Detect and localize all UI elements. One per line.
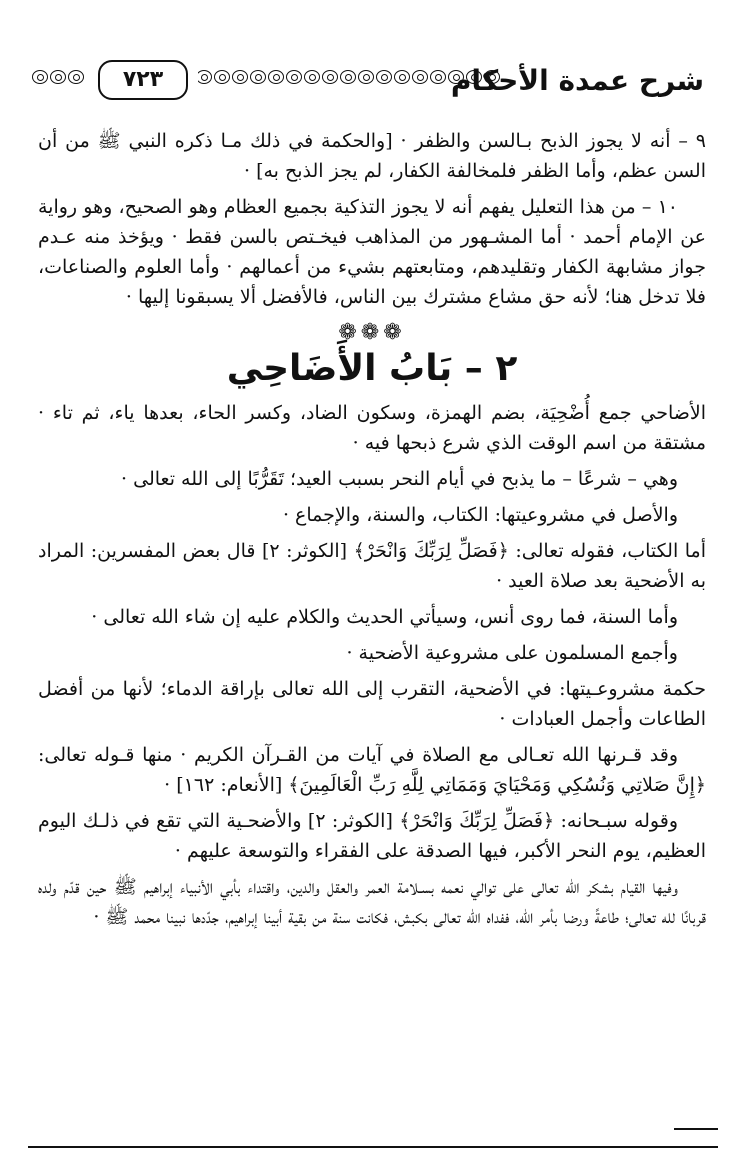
header-ornament-end xyxy=(32,70,84,86)
section-para-2: وهي – شرعًا – ما يذبح في أيام النحر بسبب العيد؛ تَقَرُّبًا إلى الله تعالى · xyxy=(121,468,678,490)
section-para-7: حكمة مشروعـيتها: في الأضحية، التقرب إلى الله تعالى بإراقة الدماء؛ لأنها من أفضل الطاعات وأجمل العبادات · xyxy=(38,678,706,730)
section-para-4: أما الكتاب، فقوله تعالى: ﴿فَصَلِّ لِرَبِّكَ وَانْحَرْ﴾ [الكوثر: ٢] قال بعض المفسرين: المراد به الأضحية بعد صلاة العيد · xyxy=(38,540,706,592)
header-ornament-strip xyxy=(198,70,500,86)
section-para-3: والأصل في مشروعيتها: الكتاب، والسنة، والإجماع · xyxy=(282,504,678,526)
separator-ornament: ❁❁❁ xyxy=(338,320,406,345)
section-para-1: الأضاحي جمع أُضْحِيَة، بضم الهمزة، وسكون الضاد، وكسر الحاء، بعدها ياء، ثم تاء · مشتقة من اسم الوقت الذي شرع ذبحها فيه · xyxy=(38,402,706,454)
book-title: شرح عمدة الأحكام xyxy=(450,64,704,97)
section-para-8: وقد قـرنها الله تعـالى مع الصلاة في آيات من القـرآن الكريم · منها قـوله تعالى: ﴿إِنَّ صَلاتِي وَنُسُكِي وَمَحْيَايَ وَمَمَاتِي لِلَّهِ رَبِّ الْعَالَمِينَ﴾ [الأنعام: ١٦٢] · xyxy=(38,744,706,796)
point-10: ١٠ – من هذا التعليل يفهم أنه لا يجوز التذكية بجميع العظام وهو الصحيح، وهو رواية عن الإمام أحمد · أما المشـهور من المذاهب فيخـتص بالسن فقط · ويؤخذ منه عـدم جواز مشابهة الكفار وتقليدهم، ومتابعتهم بشيء من أعمالهم · وأما العلوم والصناعات، فلا تدخل هنا؛ لأنه حق مشاع مشترك بين الناس، فالأفضل ألا يسبقونا إليها · xyxy=(38,196,706,308)
section-para-6: وأجمع المسلمون على مشروعية الأضحية · xyxy=(346,642,678,664)
footer-rule-short xyxy=(674,1128,718,1130)
section-para-9: وقوله سبـحانه: ﴿فَصَلِّ لِرَبِّكَ وَانْحَرْ﴾ [الكوثر: ٢] والأضحـية التي تقع في ذلـك اليوم العظيم، يوم النحر الأكبر، فيها الصدقة على الفقراء والتوسعة عليهم · xyxy=(38,810,706,862)
page-header xyxy=(32,60,704,108)
point-9: ٩ – أنه لا يجوز الذبح بـالسن والظفر · [والحكمة في ذلك مـا ذكره النبي ﷺ من أن السن عظم، وأما الظفر فلمخالفة الكفار، لم يجز الذبح به] · xyxy=(38,130,706,182)
section-para-5: وأما السنة، فما روى أنس، وسيأتي الحديث والكلام عليه إن شاء الله تعالى · xyxy=(91,606,678,628)
page-body xyxy=(38,126,706,938)
footer-rule xyxy=(28,1146,718,1148)
chapter-title: ٢ – بَابُ الأَضَاحِي xyxy=(226,348,518,389)
page-number: ٧٢٣ xyxy=(98,60,188,100)
section-para-10: وفيها القيام بشكر الله تعالى على توالي نعمه بسـلامة العمر والعقل والدين، واقتداء بأبي الأنبياء إبراهيم ﷺ حين قدّم ولده قربانًا لله تعالى؛ طاعةً ورضا بأمر الله، ففداه الله تعالى بكبش، فكانت سنة من بقية أبينا إبراهيم، جدّدها نبينا محمد ﷺ · xyxy=(38,876,706,928)
